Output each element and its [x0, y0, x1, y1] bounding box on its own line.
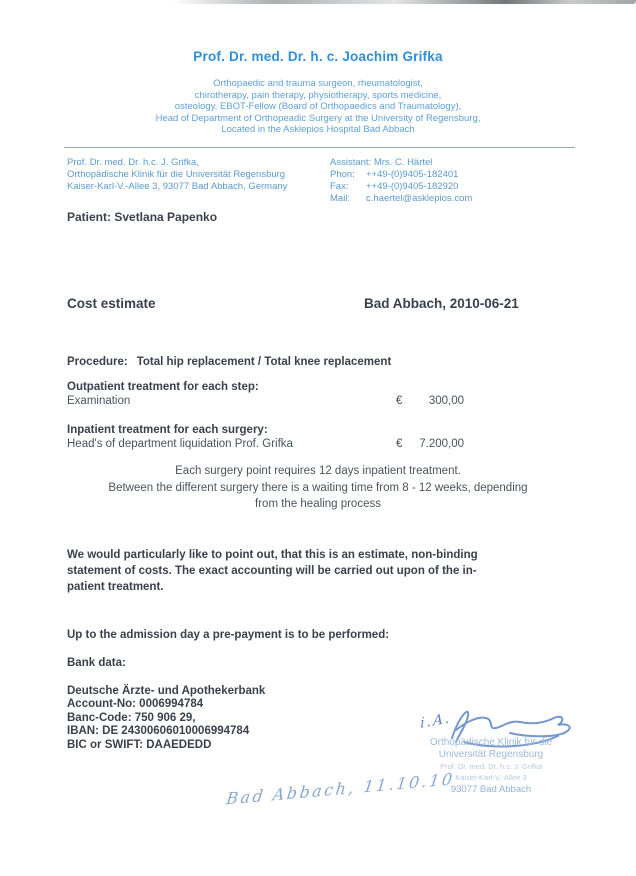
- handwritten-initials: i.A.: [420, 710, 452, 732]
- note-line: Each surgery point requires 12 days inpatient treatment.: [175, 465, 461, 477]
- credential-line: Orthopaedic and trauma surgeon, rheumatologist,: [213, 78, 423, 89]
- inpatient-heading: Inpatient treatment for each surgery:: [67, 424, 268, 436]
- stamp-line: 93077 Bad Abbach: [450, 784, 532, 796]
- inpatient-item: Head's of department liquidation Prof. Grifka: [67, 438, 293, 450]
- inpatient-amount: 7.200,00: [419, 438, 464, 450]
- disclaimer-line: patient treatment.: [67, 580, 164, 593]
- mail-row: [330, 193, 472, 205]
- procedure-label: Procedure:: [67, 356, 128, 368]
- letterhead-credentials: [0, 78, 636, 136]
- disclaimer-line: We would particularly like to point out, that this is an estimate, non-binding: [67, 549, 478, 561]
- procedure-value: Total hip replacement / Total knee replacement: [136, 356, 392, 368]
- treatment-note: [0, 463, 636, 513]
- note-line: from the healing process: [255, 498, 381, 510]
- disclaimer-line: statement of costs. The exact accounting will be carried out upon of the in-: [67, 564, 477, 577]
- scan-edge-artifact: [172, 0, 636, 4]
- phone-label: Phon:: [330, 169, 355, 180]
- header-divider: [64, 147, 575, 148]
- bank-line: Deutsche Ärzte- und Apothekerbank: [67, 685, 266, 697]
- phone-row: [330, 169, 472, 181]
- outpatient-amount: 300,00: [428, 395, 464, 407]
- sender-address-block: [67, 157, 287, 193]
- assistant-contact-block: [330, 157, 472, 205]
- sender-line: Kaiser-Karl-V.-Allee 3, 93077 Bad Abbach, Germany: [67, 181, 288, 192]
- bank-details-block: [67, 685, 265, 752]
- fax-label: Fax:: [330, 181, 349, 192]
- assistant-line: Assistant: Mrs. C. Härtel: [330, 157, 433, 168]
- procedure-line: [67, 356, 391, 368]
- sender-line: Orthopädische Klinik für die Universität Regensburg: [67, 169, 286, 180]
- bank-line: BIC or SWIFT: DAAEDEDD: [67, 738, 212, 751]
- credential-line: osteology, EBOT-Fellow (Board of Orthopaedics and Traumatology),: [174, 101, 462, 113]
- credential-line: Head of Department of Orthopeadic Surgery at the University of Regensburg,: [155, 112, 481, 124]
- credential-line: chirotherapy, pain therapy, physiotherapy, sports medicine,: [194, 89, 442, 101]
- credential-line: Located in the Asklepios Hospital Bad Abbach: [221, 124, 415, 136]
- outpatient-currency: €: [396, 395, 403, 407]
- fax-row: [330, 181, 472, 193]
- outpatient-heading: Outpatient treatment for each step:: [67, 381, 259, 393]
- stamp-line: Universität Regensburg: [438, 748, 544, 760]
- bank-line: Account-No: 0006994784: [67, 698, 204, 711]
- patient-name-line: Patient: Svetlana Papenko: [67, 210, 218, 224]
- prepayment-line: Up to the admission day a pre-payment is to be performed:: [67, 629, 390, 641]
- stamp-line: Kaiser-Karl-V.-Allee 3: [455, 773, 527, 783]
- mail-label: Mail:: [330, 193, 351, 204]
- handwritten-date: Bad Abbach, 11.10.10: [225, 769, 456, 809]
- letterhead-title: Prof. Dr. med. Dr. h. c. Joachim Grifka: [193, 49, 443, 64]
- inpatient-currency: €: [396, 438, 403, 450]
- sender-line: Prof. Dr. med. Dr. h.c. J. Grifka,: [67, 157, 199, 168]
- bank-line: Banc-Code: 750 906 29,: [67, 711, 196, 724]
- bank-data-heading: Bank data:: [67, 657, 126, 669]
- note-line: Between the different surgery there is a waiting time from 8 - 12 weeks, depending: [108, 481, 528, 494]
- mail-value: c.haertel@asklepios.com: [366, 193, 473, 204]
- phone-value: ++49-(0)9405-182401: [366, 169, 459, 180]
- bank-line: IBAN: DE 24300606010006994784: [67, 725, 250, 738]
- stamp-line: Orthopädische Klinik für die: [429, 737, 553, 748]
- document-title: Cost estimate: [67, 296, 156, 311]
- stamp-line: Prof. Dr. med. Dr. h.c. J. Grifka: [439, 761, 543, 771]
- estimate-disclaimer: [67, 548, 567, 595]
- fax-value: ++49-(0)9405-182920: [366, 181, 459, 192]
- place-and-date: Bad Abbach, 2010-06-21: [364, 296, 519, 311]
- outpatient-item: Examination: [67, 395, 131, 407]
